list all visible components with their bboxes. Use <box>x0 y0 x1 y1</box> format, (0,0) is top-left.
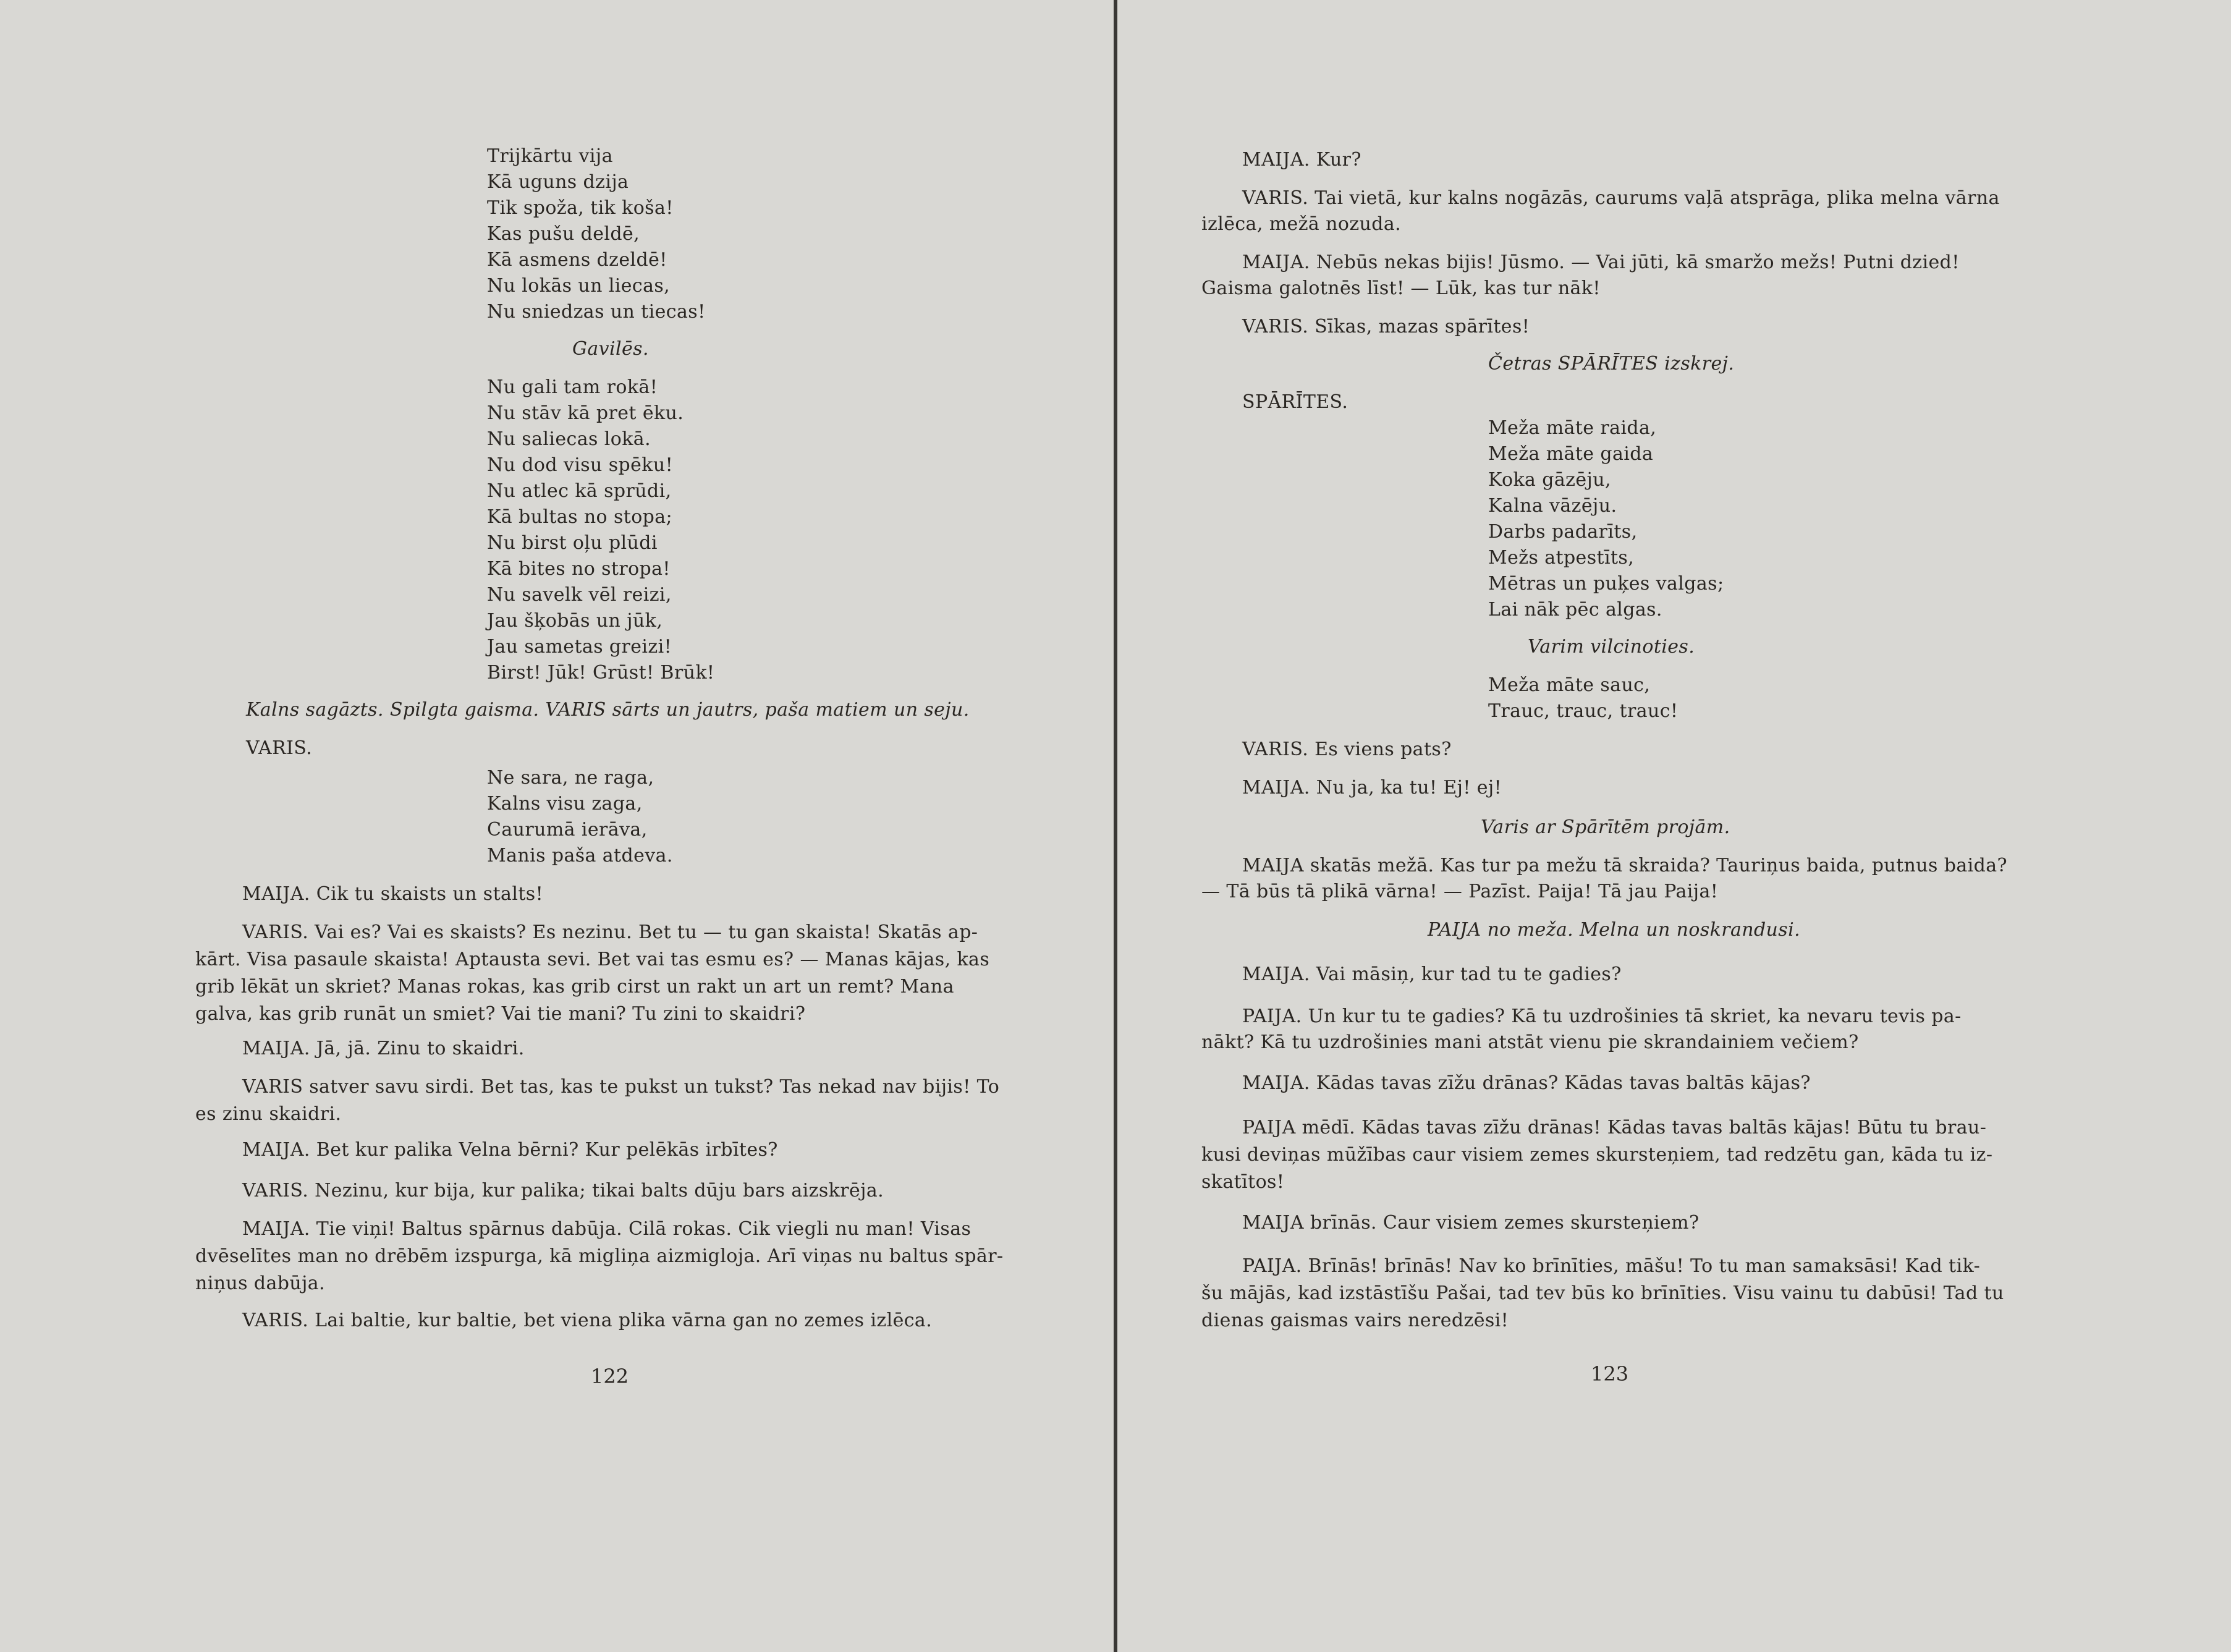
verse-line: Nu dod visu spēku! <box>487 454 674 476</box>
dialogue-line: VARIS. Vai es? Vai es skaists? Es nezinu. Bet tu — tu gan skaista! Skatās ap- <box>242 921 978 943</box>
verse-line: Ne sara, ne raga, <box>487 767 654 789</box>
verse-line: Nu saliecas lokā. <box>487 428 651 450</box>
verse-line: Kā uguns dzija <box>487 171 629 193</box>
left-page <box>0 0 1114 1652</box>
dialogue-line: — Tā būs tā plikā vārna! — Pazīst. Paija! Tā jau Paija! <box>1201 881 1719 902</box>
verse-line: Manis paša atdeva. <box>487 845 673 866</box>
verse-line: Kā bites no stropa! <box>487 558 671 580</box>
verse-line: Meža māte raida, <box>1488 417 1657 439</box>
dialogue-line: grib lēkāt un skriet? Manas rokas, kas grib cirst un rakt un art un remt? Mana <box>195 976 954 998</box>
verse-line: Kas pušu deldē, <box>487 223 640 245</box>
verse-line: Nu birst oļu plūdi <box>487 532 658 554</box>
dialogue-line: nākt? Kā tu uzdrošinies mani atstāt vienu pie skrandainiem večiem? <box>1201 1031 1859 1053</box>
dialogue-line: VARIS satver savu sirdi. Bet tas, kas te pukst un tukst? Tas nekad nav bijis! To <box>242 1076 1000 1098</box>
dialogue-line: MAIJA. Kādas tavas zīžu drānas? Kādas tavas baltās kājas? <box>1242 1072 1811 1094</box>
dialogue-line: skatītos! <box>1201 1171 1285 1193</box>
dialogue-line: dienas gaismas vairs neredzēsi! <box>1201 1310 1509 1331</box>
dialogue-line: kārt. Visa pasaule skaista! Aptausta sevi. Bet vai tas esmu es? — Manas kājas, kas <box>195 949 990 970</box>
verse-line: Mētras un puķes valgas; <box>1488 573 1724 595</box>
dialogue-line: dvēselītes man no drēbēm izspurga, kā migliņa aizmigloja. Arī viņas nu baltus spār- <box>195 1245 1004 1267</box>
stage-direction: Kalns sagāzts. Spilgta gaisma. VARIS sārts un jautrs, paša matiem un seju. <box>246 699 970 721</box>
verse-line: Nu stāv kā pret ēku. <box>487 402 684 424</box>
dialogue-line: PAIJA. Un kur tu te gadies? Kā tu uzdrošinies tā skriet, ka nevaru tevis pa- <box>1242 1006 1962 1027</box>
dialogue-line: Gaisma galotnēs līst! — Lūk, kas tur nāk! <box>1201 277 1601 299</box>
dialogue-line: šu mājās, kad izstāstīšu Pašai, tad tev būs ko brīnīties. Visu vainu tu dabūsi! Tad tu <box>1201 1282 2004 1304</box>
verse-line: Nu savelk vēl reizi, <box>487 584 672 606</box>
verse-line: Kā asmens dzeldē! <box>487 249 667 271</box>
dialogue-line: es zinu skaidri. <box>195 1103 342 1125</box>
dialogue-line: MAIJA. Vai māsiņ, kur tad tu te gadies? <box>1242 964 1622 985</box>
dialogue-line: VARIS. Tai vietā, kur kalns nogāzās, caurums vaļā atsprāga, plika melna vārna <box>1242 187 2000 209</box>
page-number: 123 <box>1591 1362 1629 1386</box>
stage-direction: PAIJA no meža. Melna un noskrandusi. <box>1428 919 1801 941</box>
verse-line: Trijkārtu vija <box>487 145 613 167</box>
dialogue-line: MAIJA. Nebūs nekas bijis! Jūsmo. — Vai jūti, kā smaržo mežs! Putni dzied! <box>1242 252 1960 273</box>
dialogue-line: MAIJA brīnās. Caur visiem zemes skursteņiem? <box>1242 1212 1700 1234</box>
dialogue-line: VARIS. Sīkas, mazas spārītes! <box>1242 316 1530 337</box>
page-number: 122 <box>591 1365 629 1388</box>
dialogue-line: izlēca, mežā nozuda. <box>1201 213 1402 235</box>
dialogue-line: MAIJA. Cik tu skaists un stalts! <box>242 883 544 905</box>
verse-line: Kalna vāzēju. <box>1488 495 1617 517</box>
verse-line: Meža māte gaida <box>1488 443 1654 465</box>
verse-line: Darbs padarīts, <box>1488 521 1638 543</box>
dialogue-line: kusi deviņas mūžības caur visiem zemes skursteņiem, tad redzētu gan, kāda tu iz- <box>1201 1144 1993 1166</box>
stage-direction: Varis ar Spārītēm projām. <box>1481 816 1730 838</box>
stage-direction: Gavilēs. <box>572 338 649 360</box>
verse-line: Caurumā ierāva, <box>487 819 648 841</box>
verse-line: Tik spoža, tik koša! <box>487 197 674 219</box>
dialogue-line: MAIJA. Jā, jā. Zinu to skaidri. <box>242 1038 525 1059</box>
dialogue-line: PAIJA. Brīnās! brīnās! Nav ko brīnīties, māšu! To tu man samaksāsi! Kad tik- <box>1242 1255 1981 1277</box>
dialogue-line: PAIJA mēdī. Kādas tavas zīžu drānas! Kādas tavas baltās kājas! Būtu tu brau- <box>1242 1117 1987 1138</box>
verse-line: Kalns visu zaga, <box>487 793 643 815</box>
dialogue-line: MAIJA. Tie viņi! Baltus spārnus dabūja. Cilā rokas. Cik viegli nu man! Visas <box>242 1218 972 1240</box>
verse-line: Nu sniedzas un tiecas! <box>487 301 706 323</box>
dialogue-line: MAIJA. Bet kur palika Velna bērni? Kur pelēkās irbītes? <box>242 1139 778 1161</box>
verse-line: Koka gāzēju, <box>1488 469 1611 491</box>
dialogue-line: MAIJA. Kur? <box>1242 149 1361 171</box>
verse-line: Nu gali tam rokā! <box>487 376 658 398</box>
dialogue-line: galva, kas grib runāt un smiet? Vai tie mani? Tu zini to skaidri? <box>195 1003 806 1025</box>
verse-line: Jau sametas greizi! <box>487 636 672 658</box>
speaker-name: SPĀRĪTES. <box>1242 391 1348 413</box>
verse-line: Kā bultas no stopa; <box>487 506 673 528</box>
verse-line: Meža māte sauc, <box>1488 674 1651 696</box>
right-page <box>1117 0 2231 1652</box>
speaker-name: VARIS. <box>246 737 313 759</box>
verse-line: Trauc, trauc, trauc! <box>1488 700 1679 722</box>
dialogue-line: MAIJA skatās mežā. Kas tur pa mežu tā skraida? Tauriņus baida, putnus baida? <box>1242 855 2007 876</box>
verse-line: Nu atlec kā sprūdi, <box>487 480 672 502</box>
verse-line: Jau šķobās un jūk, <box>487 610 663 632</box>
dialogue-line: VARIS. Lai baltie, kur baltie, bet viena plika vārna gan no zemes izlēca. <box>242 1310 933 1331</box>
dialogue-line: VARIS. Es viens pats? <box>1242 739 1452 760</box>
verse-line: Birst! Jūk! Grūst! Brūk! <box>487 662 715 684</box>
dialogue-line: niņus dabūja. <box>195 1273 326 1294</box>
verse-line: Mežs atpestīts, <box>1488 547 1635 569</box>
verse-line: Nu lokās un liecas, <box>487 275 671 297</box>
stage-direction: Četras SPĀRĪTES izskrej. <box>1488 353 1735 375</box>
dialogue-line: VARIS. Nezinu, kur bija, kur palika; tikai balts dūju bars aizskrēja. <box>242 1180 884 1201</box>
stage-direction: Varim vilcinoties. <box>1528 636 1695 658</box>
verse-line: Lai nāk pēc algas. <box>1488 599 1662 621</box>
dialogue-line: MAIJA. Nu ja, ka tu! Ej! ej! <box>1242 777 1502 798</box>
